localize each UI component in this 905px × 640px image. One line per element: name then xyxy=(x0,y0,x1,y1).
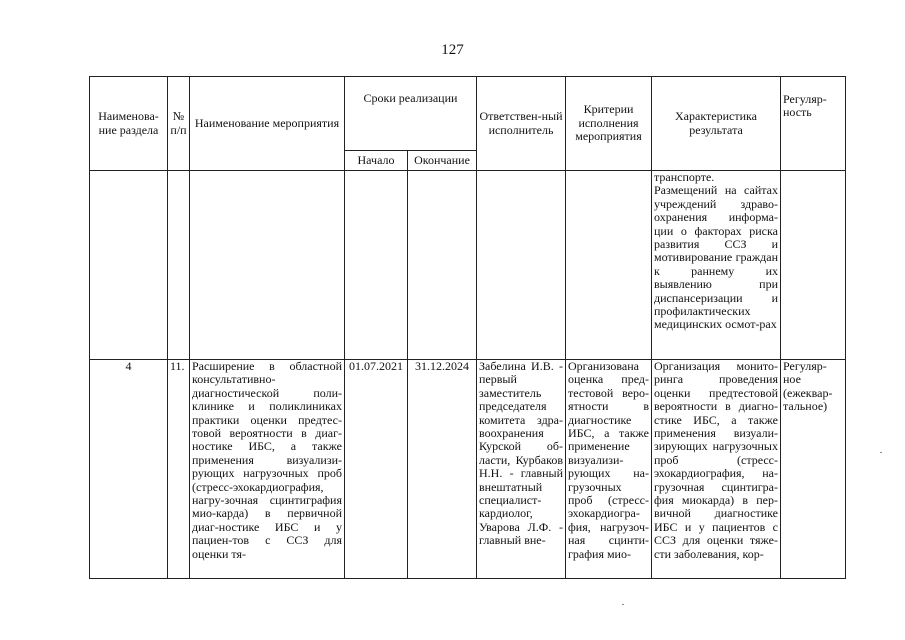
scan-speck xyxy=(880,452,882,453)
header-section-name: Наименова-ние раздела xyxy=(90,77,168,171)
header-end: Окончание xyxy=(408,151,477,171)
header-start: Начало xyxy=(345,151,408,171)
page-number: 127 xyxy=(441,42,464,58)
cell-empty xyxy=(168,171,190,360)
cell-empty xyxy=(477,171,566,360)
table-row-continuation xyxy=(90,171,846,360)
header-criteria: Критерии исполнения мероприятия xyxy=(566,77,652,171)
header-item-number: № п/п xyxy=(168,77,190,171)
cell-regularity: Регуляр-ное (ежеквар-тальное) xyxy=(781,360,846,579)
scan-speck xyxy=(622,604,624,605)
cell-section: 4 xyxy=(90,360,168,579)
cell-empty xyxy=(345,171,408,360)
cell-start-date: 01.07.2021 xyxy=(345,360,408,579)
header-row xyxy=(90,77,846,151)
cell-empty xyxy=(90,171,168,360)
cell-criteria: Организована оценка пред-тестовой веро-ятности в диагностике ИБС, а также применение визуализи-рующих на-грузочных проб (стресс-эхокардиогра-фия, нагрузоч-ная сцинти-графия мио- xyxy=(566,360,652,579)
cell-empty xyxy=(781,171,846,360)
cell-empty xyxy=(190,171,345,360)
table-row xyxy=(90,360,846,579)
header-activity-name: Наименование мероприятия xyxy=(190,77,345,171)
cell-result: Организация монито-ринга проведения оценки предтестовой вероятности в диагно-стике ИБС, а также применения визуали-зирующих нагрузочных проб (стресс-эхокардиография, на-грузочная сцинтигра-фия миокарда) в пер-вичной диагностике ИБС и у пациентов с ССЗ для оценки тяже-сти заболевания, кор- xyxy=(652,360,781,579)
activity-plan-table xyxy=(89,76,846,579)
header-responsible: Ответствен-ный исполнитель xyxy=(477,77,566,171)
cell-empty xyxy=(566,171,652,360)
cell-responsible: Забелина И.В. - первый заместитель председателя комитета здра-воохранения Курской об-ласти, Курбаков Н.Н. - главный внештатный специалист-кардиолог, Уварова Л.Ф. - главный вне- xyxy=(477,360,566,579)
header-timeline: Сроки реализации xyxy=(345,77,477,151)
cell-result-continuation: транспорте. Размещений на сайтах учреждений здраво-охранения информа-ции о факторах риска развития ССЗ и мотивирование граждан к раннему их выявлению при диспансеризации и профилактических медицинских осмот-рах xyxy=(652,171,781,360)
header-result: Характеристика результата xyxy=(652,77,781,171)
cell-end-date: 31.12.2024 xyxy=(408,360,477,579)
cell-item-number: 11. xyxy=(168,360,190,579)
cell-empty xyxy=(408,171,477,360)
cell-activity: Расширение в областной консультативно-диагностической поли-клинике и поликлиниках практики оценки предтес-товой вероятности в диаг-ностике ИБС, а также применения визуализи-рующих нагрузочных проб (стресс-эхокардиография, нагру-зочная сцинтиграфия мио-карда) в первичной диаг-ностике ИБС и у пациен-тов с ССЗ для оценки тя- xyxy=(190,360,345,579)
header-regularity: Регуляр-ность xyxy=(781,77,846,171)
